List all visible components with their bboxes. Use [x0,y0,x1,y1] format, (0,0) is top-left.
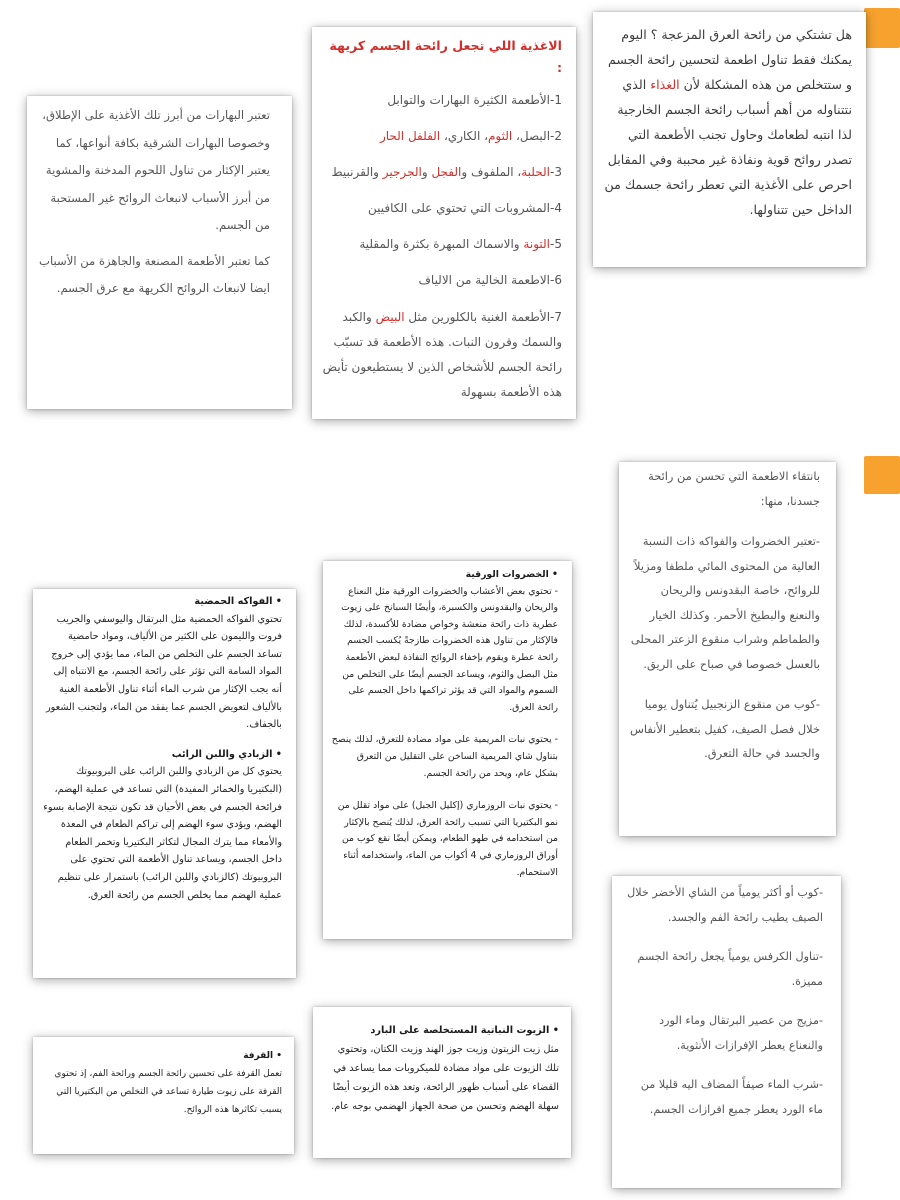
spices-paragraph-1: تعتبر البهارات من أبرز تلك الأغذية على الإطلاق، وخصوصا البهارات الشرقية بكافة أنواعها، كما يعتبر الإكثار من تناول اللحوم المدخنة والمشوية من أبرز الأسباب لانبعاث الروائح غير المستحبة من الجسم. [42,108,270,232]
orange-juice-paragraph: -مزيج من عصير البرتقال وماء الورد والنعناع يعطر الإفرازات الأنثوية. [659,1014,823,1052]
orange-tab-middle [864,456,900,494]
spices-paragraph-2: كما تعتبر الأطعمة المصنعة والجاهزة من الأسباب ايضا لانبعاث الروائح الكريهة مع عرق الجسم. [39,253,270,295]
bullet: • [273,1051,282,1061]
yogurt-heading: • الزبادي واللبن الرائب [171,748,282,760]
orange-tab-top [864,8,900,48]
bullet: • [272,596,282,607]
citrus-paragraph: تحتوي الفواكه الحمضية مثل البرتقال واليوسفي والجريب فروت والليمون على الكثير من الألياف، ومواد حامضية تساعد الجسم على التخلص من الماء، مما يؤدي إلى خروج المواد السامة التي تؤثر على رائحة الجسم، مع الانتباه إلى أنه يجب الإكثار من شرب الماء أثناء تناول الأطعمة الغنية بالألياف لتعويض الجسم عما يفقد من الماء، ولتجنب الشعور بالجفاف. [45,613,282,731]
spices-card [27,96,292,409]
list-item: 7-الأطعمة الغنية بالكلورين مثل البيض والكبد والسمك وقرون النبات. هذه الأطعمة قد تسبّب رائحة الجسم للأشخاص الذين لا يستطيعون تأيض هذه الأطعمة بسهولة [322,310,562,399]
good-foods-intro: بانتقاء الاطعمة التي تحسن من رائحة جسدنا، منها: [648,469,820,508]
bullet: • [272,748,282,760]
highlight-food: الغذاء [650,77,680,92]
yogurt-paragraph: يحتوي كل من الزبادي واللبن الرائب على البروبيوتك (البكتيريا والخمائر المفيدة) التي تساعد في عملية الهضم، فرائحة الجسم في بعض الأحيان قد تكون نتيجة الإصابة بسوء الهضم، ويؤدي سوء الهضم إلى تراكم الطعام في المعدة والأمعاء مما يترك المجال لتكاثر البكتيريا وتخمر الطعام داخل الجسم، ويساعد تناول الأطعمة التي تحتوي على البروبيوتك (كالزبادي واللبن الرائب) باستمرار على تنظيم عملية الهضم مما يخلص الجسم من رائحة العرق. [43,766,282,901]
leafy-greens-card [323,561,572,939]
oils-paragraph: مثل زيت الزيتون وزيت جوز الهند وزيت الكتان، وتحتوي تلك الزيوت على مواد مضادة للميكروبات مما يساعد في القضاء على أسباب ظهور الرائحة، وتعد هذه الزيوت أيضًا سهلة الهضم وتحسن من صحة الجهاز الهضمي بوجه عام. [331,1044,559,1112]
good-foods-card [619,462,836,836]
citrus-heading: • الفواكه الحمضية [194,596,282,607]
green-tea-paragraph: -كوب أو أكثر يومياً من الشاي الأخضر خلال الصيف يطيب رائحة الفم والجسد. [627,886,823,924]
celery-paragraph: -تناول الكرفس يومياً يجعل رائحة الجسم مميزة. [637,950,823,988]
list-item: 3-الحلبة، الملفوف والفجل والجرجير والقرنبيط [331,165,562,179]
leafy-greens-heading: • الخضروات الورقية [465,569,558,580]
list-item: 4-المشروبات التي تحتوي على الكافيين [367,201,562,215]
leafy-greens-paragraph: - تحتوي بعض الأعشاب والخضروات الورقية مثل النعناع والريحان والبقدونس والكسبرة، وأيضًا السبانخ على زيوت عطرية ذات رائحة منعشة وخواص مضادة للأكسدة، لذلك فالإكثار من تناول هذه الخضروات طازجةً يُكسب الجسم رائحة عطرة ويقوم بإخفاء الروائح النفاذة لبعض الأطعمة مثل البصل والثوم، ويساعد الجسم أيضًا على التخلص من السموم والمواد التي قد يؤثر تراكمها داخل الجسم على رائحة العرق. [341,585,558,713]
list-item: 6-الاطعمة الخالية من الالياف [418,273,562,287]
good-foods-paragraph: -تعتبر الخضروات والفواكه ذات النسبة العالية من المحتوى المائي ملطفا ومزيلاً للروائح، خاصة البقدونس والريحان والنعنع والبطيخ الأحمر. وكذلك الخيار والطماطم وشراب منقوع الزعتر المحلى بالعسل خصوصا في صباح على الريق. [630,534,820,671]
cinnamon-paragraph: تعمل القرفة على تحسين رائحة الجسم ورائحة الفم، إذ تحتوي القرفة على زيوت طيارة تساعد في التخلص من البكتيريا التي يسبب تكاثرها هذه الروائح. [54,1069,282,1115]
bullet: • [549,1025,559,1036]
list-item: 1-الأطعمة الكثيرة البهارات والتوابل [387,93,562,107]
cinnamon-heading: • القرفة [243,1051,282,1061]
sage-paragraph: - يحتوي نبات المريمية على مواد مضادة للتعرق، لذلك ينصح بتناول شاي المريمية الساخن على التقليل من التعرق بشكل عام، ويحد من رائحة الجسم. [331,734,558,779]
oils-heading: • الزيوت النباتية المستخلصة على البارد [370,1025,559,1036]
drinks-card [612,876,841,1188]
bullet: • [548,569,558,580]
list-item: 2-البصل، الثوم، الكاري، الفلفل الحار [379,129,562,143]
intro-text: هل تشتكي من رائحة العرق المزعجة ؟ اليوم يمكنك فقط تناول اطعمة لتحسين رائحة الجسم و ستتخلص من هذه المشكلة لأن الغذاء الذي نتتناوله من أهم أسباب رائحة الجسم الخارجية لذا انتبه لطعامك وحاول تجنب الأطعمة التي تصدر روائح قوية ونفاذة غير محببة وفي المقابل احرص على الأغذية التي تعطر رائحة جسمك من الداخل حين تتناولها. [604,27,852,217]
bad-foods-title: الاغذية اللي تجعل رائحة الجسم كريهة : [329,38,562,75]
rose-water-paragraph: -شرب الماء صيفاً المضاف اليه قليلا من ماء الورد يعطر جميع افرازات الجسم. [640,1078,823,1116]
ginger-paragraph: -كوب من منقوع الزنجبيل يُتناول يوميا خلال فصل الصيف، كفيل بتعطير الأنفاس والجسد في حالة التعرق. [630,697,820,760]
citrus-yogurt-card [33,589,296,978]
rosemary-paragraph: - يحتوي نبات الروزماري (إكليل الجبل) على مواد تقلل من نمو البكتيريا التي تسبب رائحة العرق، لذلك يُنصح بالإكثار من استخدامه في طهو الطعام، ويمكن أيضًا نقع كوب من أوراق الروزماري في 4 أكواب من الماء، واستخدامه أثناء الاستحمام. [337,800,558,878]
oils-card [313,1007,571,1158]
intro-card [593,12,866,267]
list-item: 5-التونة والاسماك المبهرة بكثرة والمقلية [359,237,562,251]
cinnamon-card [33,1037,294,1154]
bad-foods-card [312,27,576,419]
